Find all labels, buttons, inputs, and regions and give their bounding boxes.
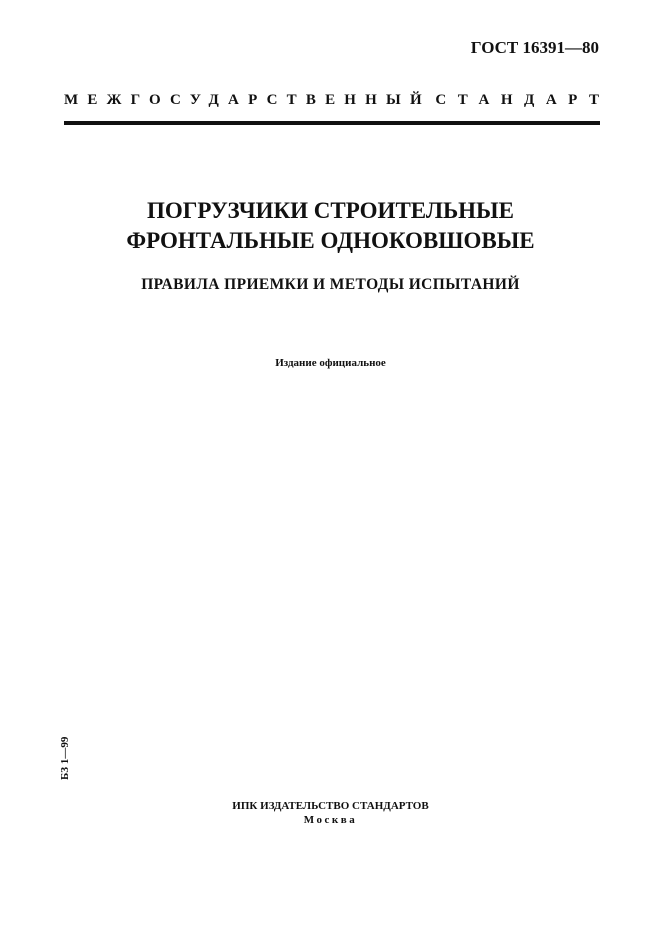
header-rule: [64, 121, 600, 125]
publisher-block: [0, 799, 661, 827]
document-title: [0, 196, 661, 256]
publisher-city: Москва: [303, 814, 358, 826]
document-subtitle: ПРАВИЛА ПРИЕМКИ И МЕТОДЫ ИСПЫТАНИЙ: [141, 276, 520, 293]
publisher-name: ИПК ИЗДАТЕЛЬСТВО СТАНДАРТОВ: [232, 800, 429, 812]
standard-type-line: [64, 92, 611, 109]
document-title-line-1: ПОГРУЗЧИКИ СТРОИТЕЛЬНЫЕ: [146, 198, 514, 223]
title-block: [0, 196, 661, 294]
edition-note: Издание официальное: [275, 357, 386, 369]
standard-type-word-1: МЕЖГОСУДАРСТВЕННЫЙ: [64, 92, 431, 108]
side-code: БЗ 1—99: [59, 736, 71, 780]
standard-type-word-2: СТАНДАРТ: [435, 92, 611, 108]
gost-number: ГОСТ 16391—80: [470, 38, 599, 57]
document-title-line-2: ФРОНТАЛЬНЫЕ ОДНОКОВШОВЫЕ: [126, 228, 535, 253]
